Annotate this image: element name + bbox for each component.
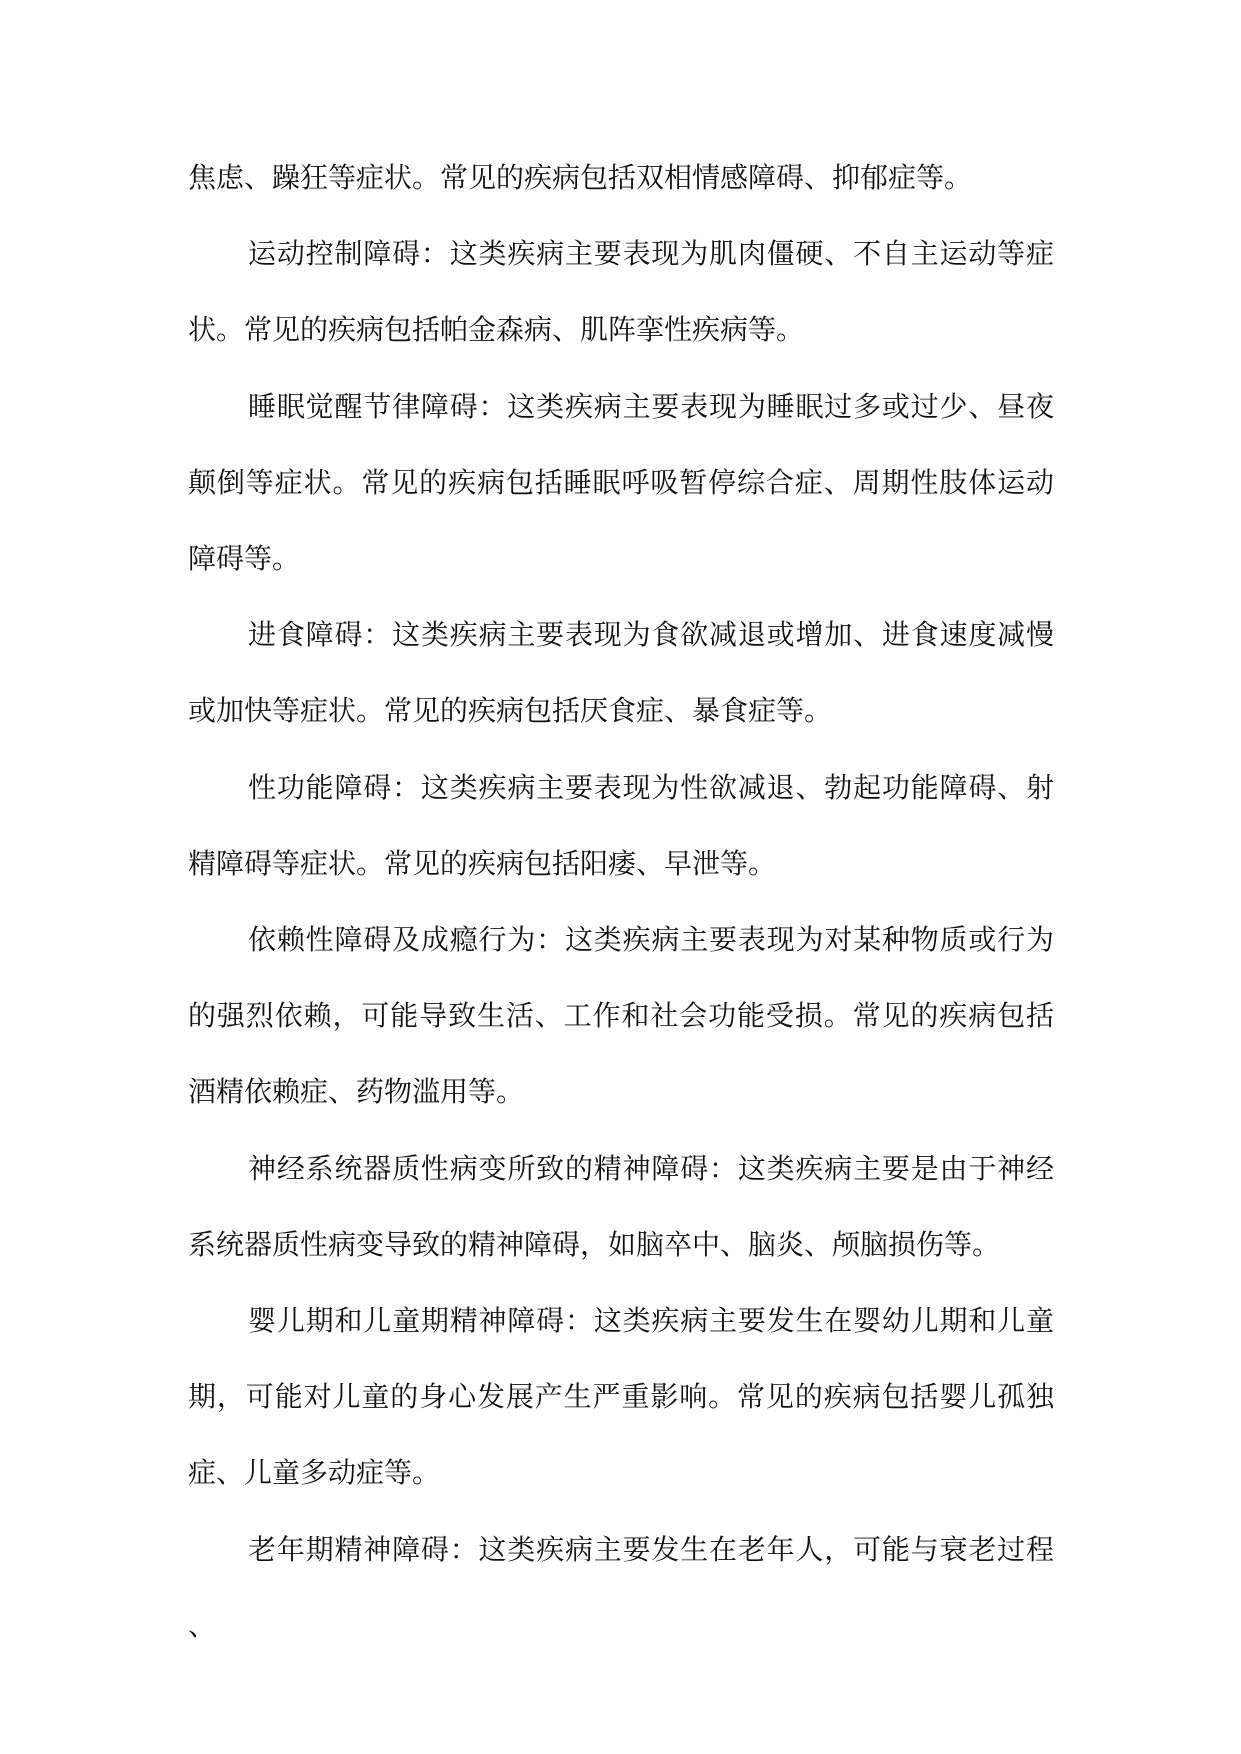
- paragraph-organic-mental-disorder: 神经系统器质性病变所致的精神障碍：这类疾病主要是由于神经系统器质性病变导致的精神障碍，如脑卒中、脑炎、颅脑损伤等。: [188, 1151, 1054, 1261]
- paragraph-sleep-wake-disorder: 睡眠觉醒节律障碍：这类疾病主要表现为睡眠过多或过少、昼夜颠倒等症状。常见的疾病包括睡眠呼吸暂停综合症、周期性肢体运动障碍等。: [188, 389, 1054, 576]
- paragraph-eating-disorder: 进食障碍：这类疾病主要表现为食欲减退或增加、进食速度减慢或加快等症状。常见的疾病包括厌食症、暴食症等。: [188, 618, 1054, 728]
- paragraph-dependence-addiction: 依赖性障碍及成瘾行为：这类疾病主要表现为对某种物质或行为的强烈依赖，可能导致生活、工作和社会功能受损。常见的疾病包括酒精依赖症、药物滥用等。: [188, 923, 1054, 1109]
- paragraph-continuation: 焦虑、躁狂等症状。常见的疾病包括双相情感障碍、抑郁症等。: [188, 161, 973, 194]
- paragraph-sexual-dysfunction: 性功能障碍：这类疾病主要表现为性欲减退、勃起功能障碍、射精障碍等症状。常见的疾病包括阳痿、早泄等。: [188, 770, 1054, 880]
- paragraph-motor-control-disorder: 运动控制障碍：这类疾病主要表现为肌肉僵硬、不自主运动等症状。常见的疾病包括帕金森病、肌阵挛性疾病等。: [188, 237, 1054, 347]
- document-body: [188, 140, 1054, 1664]
- paragraph-elderly-mental-disorder: 老年期精神障碍：这类疾病主要发生在老年人，可能与衰老过程、: [188, 1532, 1054, 1642]
- paragraph-childhood-mental-disorder: 婴儿期和儿童期精神障碍：这类疾病主要发生在婴幼儿期和儿童期，可能对儿童的身心发展产生严重影响。常见的疾病包括婴儿孤独症、儿童多动症等。: [188, 1304, 1054, 1490]
